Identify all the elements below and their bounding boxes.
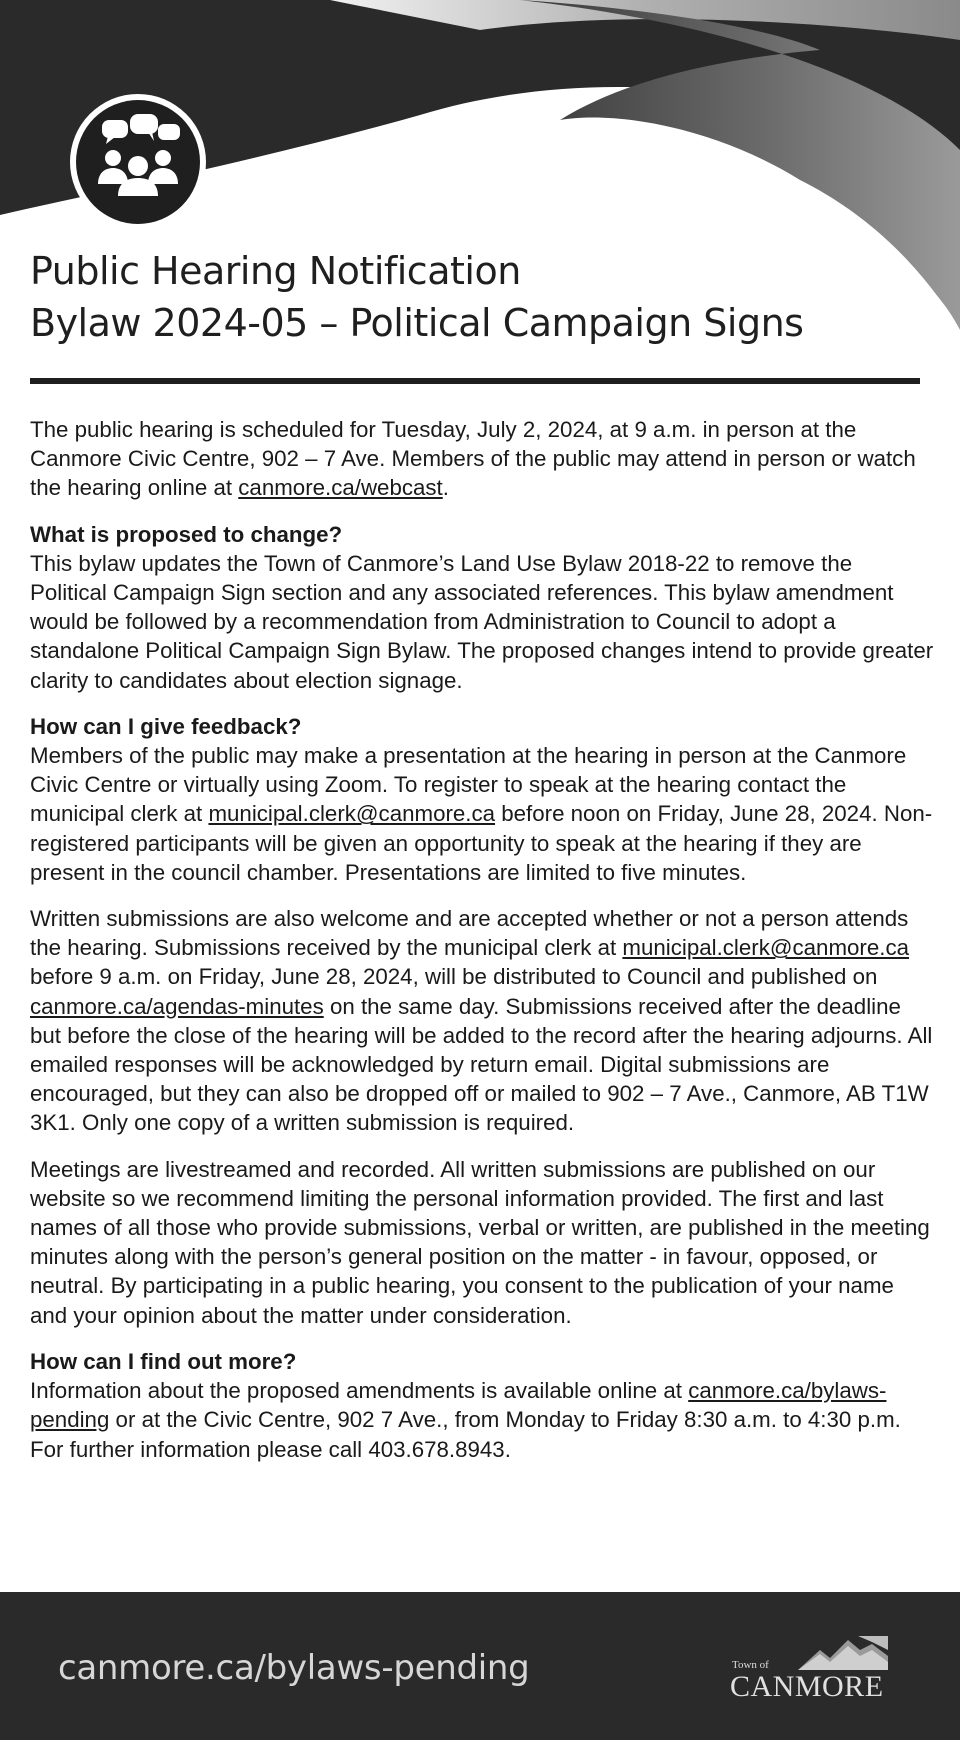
clerk-email-link-2[interactable]: municipal.clerk@canmore.ca — [622, 935, 909, 961]
bylaws-pending-link[interactable]: canmore.ca/bylaws-pending — [30, 1378, 887, 1433]
logo-canmore: CANMORE — [730, 1670, 884, 1703]
people-speech-icon — [68, 92, 208, 232]
webcast-link[interactable]: canmore.ca/webcast — [238, 475, 443, 501]
written-submissions-paragraph — [30, 904, 935, 1138]
change-section — [30, 520, 935, 695]
footer-bar — [0, 1592, 960, 1740]
written-text-3: on the same day. Submissions received after the deadline but before the close of the hearing will be added to the record after the hearing adjourns. All emailed responses will be acknowledged by return email. Digital submissions are encouraged, but they can also be dropped off or mailed to 902 – 7 Ave., Canmore, AB T1W 3K1. Only one copy of a written submission is required. — [30, 993, 933, 1136]
notice-title — [30, 245, 930, 349]
title-line-1: Public Hearing Notification — [30, 249, 521, 293]
notice-body — [30, 415, 935, 1481]
title-divider — [30, 378, 920, 384]
canmore-logo — [728, 1636, 888, 1706]
written-text-1: Written submissions are also welcome and are accepted whether or not a person attends the hearing. Submissions received by the municipal clerk at — [30, 906, 909, 961]
intro-text: The public hearing is scheduled for Tuesday, July 2, 2024, at 9 a.m. in person at the Canmore Civic Centre, 902 – 7 Ave. Members of the public may attend in person or watch the hearing online at — [30, 417, 916, 501]
written-text-2: before 9 a.m. on Friday, June 28, 2024, will be distributed to Council and published on — [30, 964, 878, 990]
mountain-icon — [798, 1636, 888, 1670]
logo-town-of: Town of — [732, 1659, 769, 1671]
privacy-paragraph: Meetings are livestreamed and recorded. All written submissions are published on our website so we recommend limiting the personal information provided. The first and last names of all those who provide submissions, verbal or written, are published in the meeting minutes along with the person’s general position on the matter - in favour, opposed, or neutral. By participating in a public hearing, you consent to the publication of your name and your opinion about the matter under consideration. — [30, 1156, 930, 1328]
change-heading: What is proposed to change? — [30, 521, 343, 547]
clerk-email-link[interactable]: municipal.clerk@canmore.ca — [208, 801, 496, 827]
feedback-section — [30, 712, 935, 887]
more-info-text: Information about the proposed amendments is available online at — [30, 1378, 689, 1404]
title-line-2: Bylaw 2024-05 – Political Campaign Signs — [30, 301, 804, 345]
feedback-heading: How can I give feedback? — [30, 713, 302, 739]
more-info-heading: How can I find out more? — [30, 1348, 297, 1374]
feedback-body-end: before noon on Friday, June 28, 2024. Non-registered participants will be given an opportunity to speak at the hearing if they are present in the council chamber. Presentations are limited to five minutes. — [30, 801, 933, 885]
footer-url[interactable]: canmore.ca/bylaws-pending — [58, 1648, 530, 1688]
change-body: This bylaw updates the Town of Canmore’s Land Use Bylaw 2018-22 to remove the Political Campaign Sign section and any associated references. This bylaw amendment would be followed by a recommendation from Administration to Council to adopt a standalone Political Campaign Sign Bylaw. The proposed changes intend to provide greater clarity to candidates about election signage. — [30, 550, 934, 693]
feedback-body-start: Members of the public may make a presentation at the hearing in person at the Canmore Civic Centre or virtually using Zoom. To register to speak at the hearing contact the municipal clerk at — [30, 743, 907, 827]
more-info-section — [30, 1347, 935, 1464]
intro-text-end: . — [442, 475, 449, 501]
agendas-minutes-link[interactable]: canmore.ca/agendas-minutes — [30, 993, 324, 1019]
intro-paragraph — [30, 415, 935, 503]
more-info-text-end: or at the Civic Centre, 902 7 Ave., from Monday to Friday 8:30 a.m. to 4:30 p.m. For further information please call 403.678.8943. — [30, 1407, 901, 1462]
